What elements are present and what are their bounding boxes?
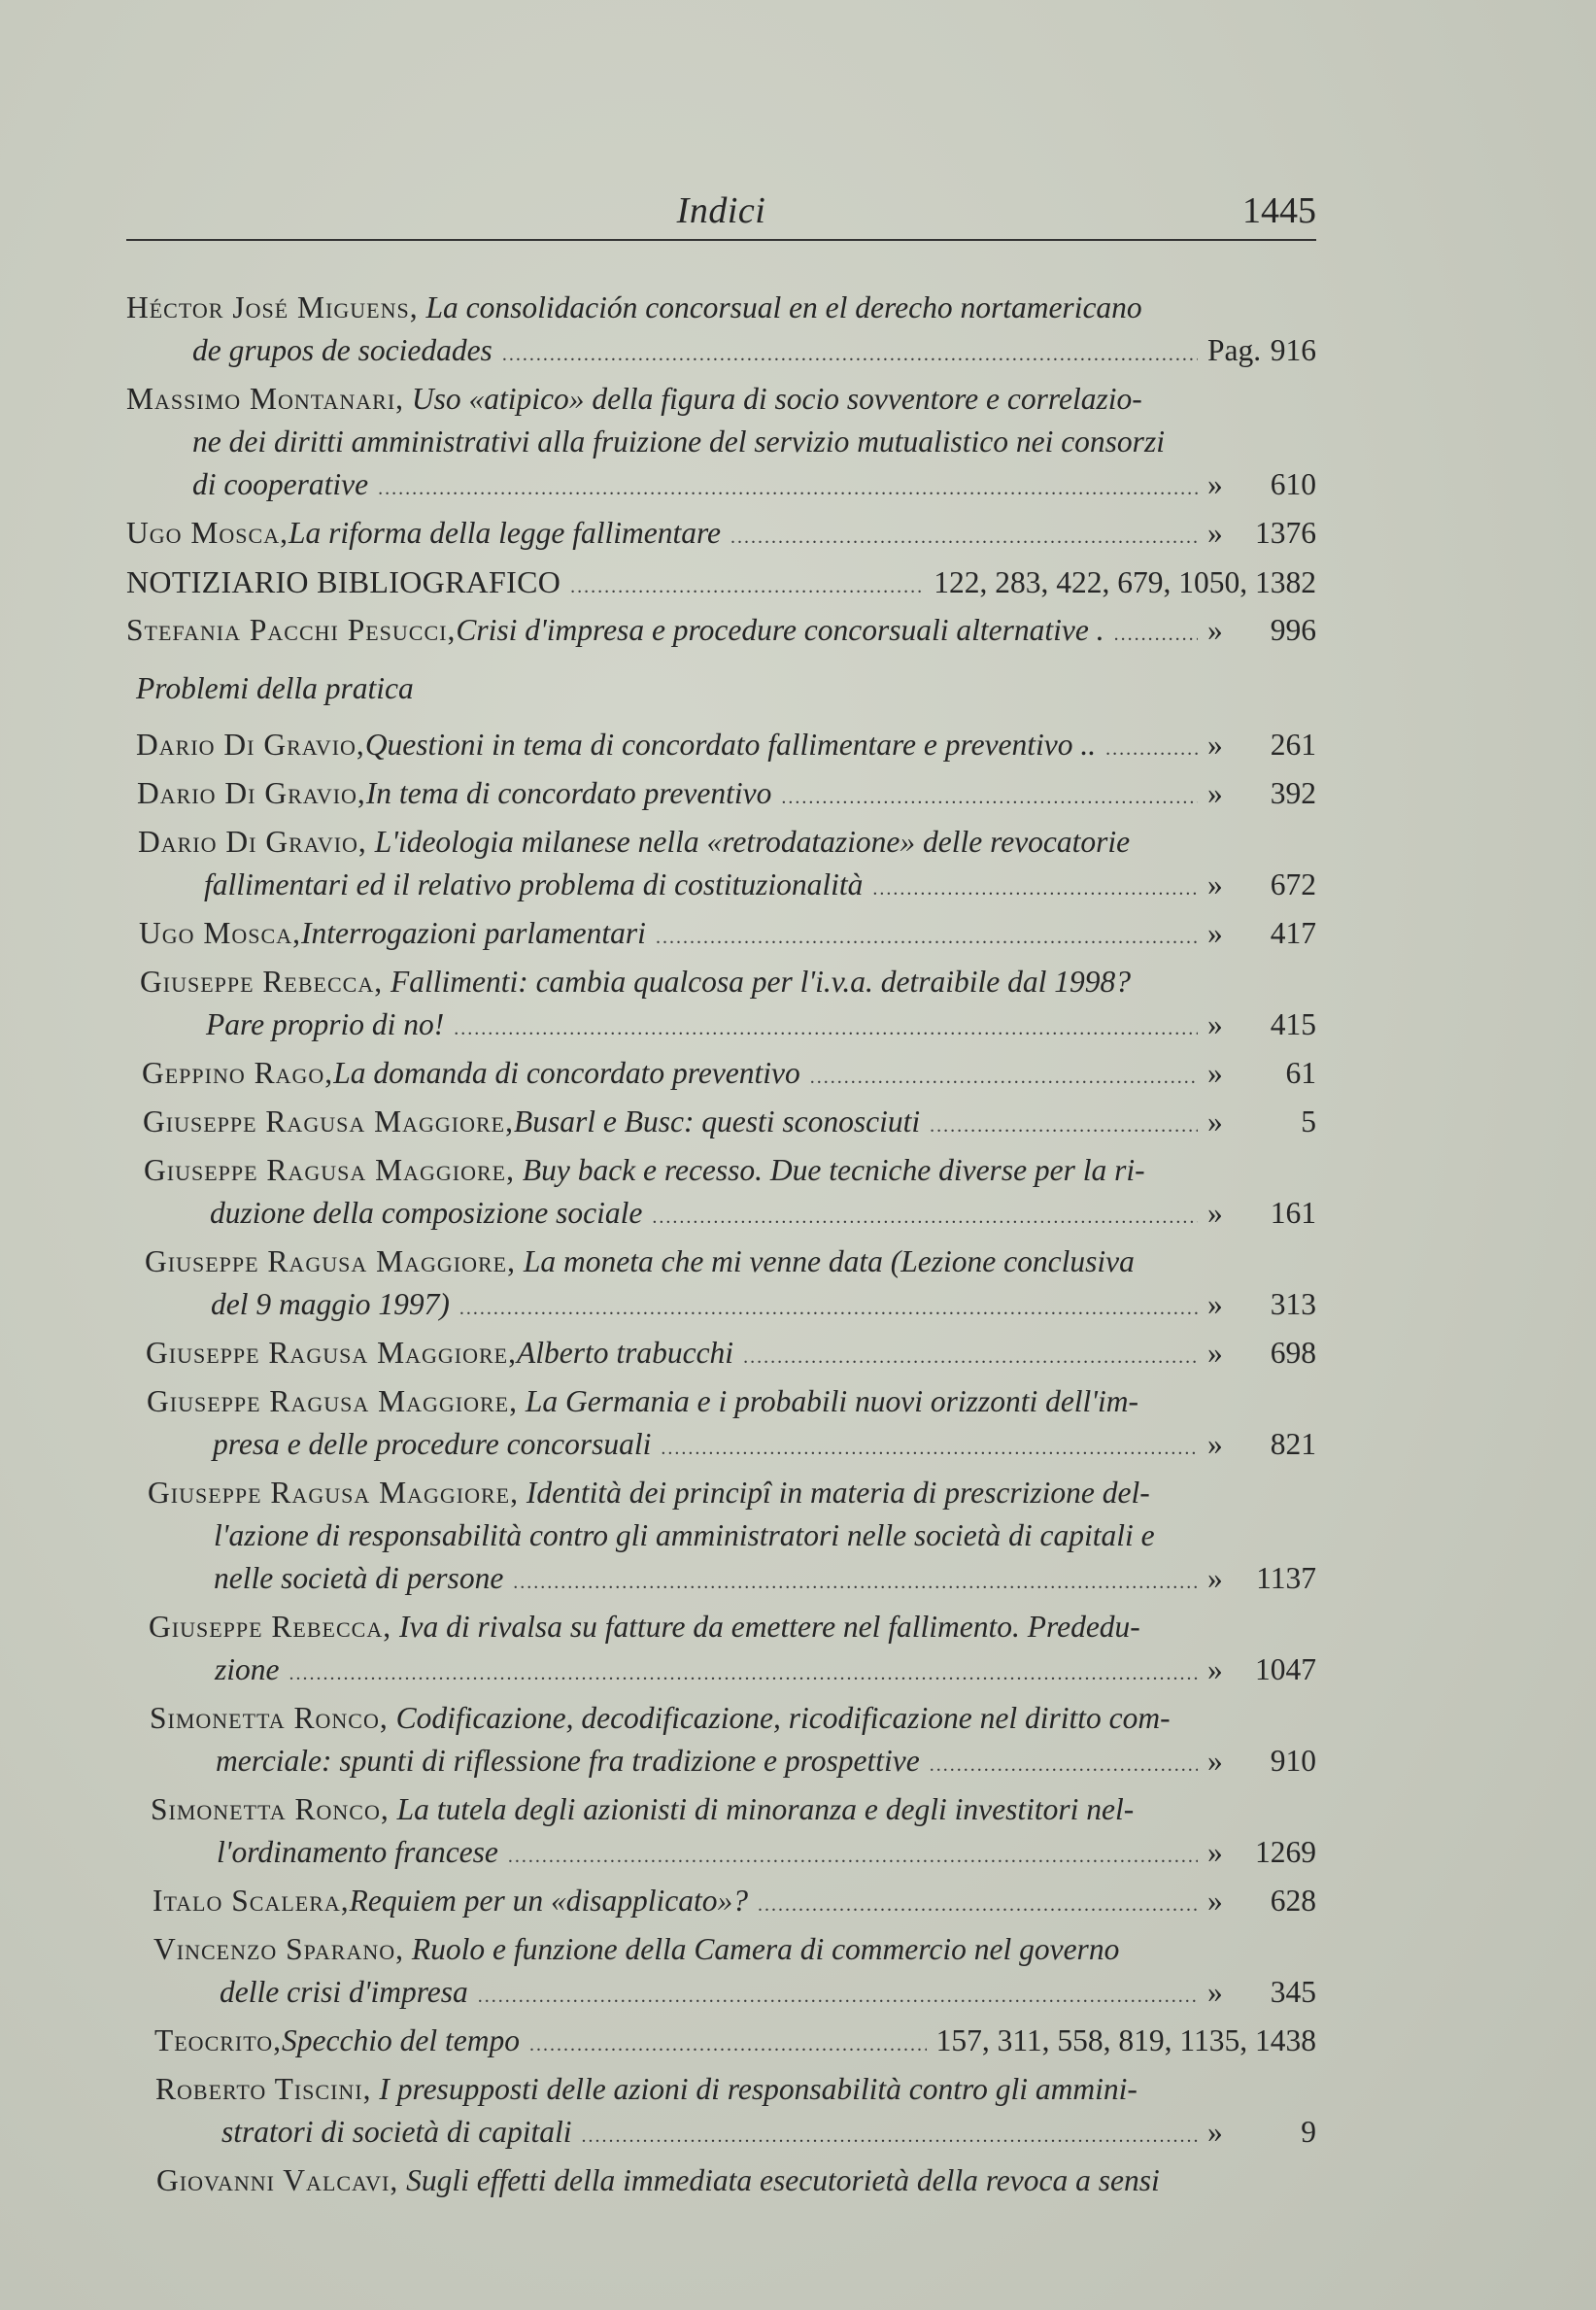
entry-title-line: zione — [215, 1652, 280, 1686]
page-numbers: 9 — [1301, 2115, 1316, 2149]
index-entry — [151, 1788, 1316, 1874]
entry-line — [138, 821, 1316, 864]
page-reference — [1207, 1101, 1316, 1143]
entry-title-line: Specchio del tempo — [282, 2023, 520, 2057]
page-numbers: 1269 — [1255, 1835, 1316, 1869]
entry-line — [126, 421, 1316, 463]
header-title: Indici — [676, 190, 766, 231]
page-numbers: 261 — [1270, 728, 1316, 762]
page-reference — [1207, 1831, 1316, 1874]
entry-line — [140, 1003, 1316, 1046]
page-mark: » — [1207, 1056, 1223, 1090]
page-reference — [1207, 1880, 1316, 1922]
entry-author: Stefania Pacchi Pesucci, — [126, 613, 457, 647]
page-reference — [1207, 1283, 1316, 1326]
entry-line — [138, 864, 1316, 906]
leader-dots — [781, 776, 1198, 819]
entry-author: Giuseppe Rebecca, — [140, 965, 384, 999]
entry-author: Giuseppe Ragusa Maggiore, — [144, 1153, 515, 1187]
entry-author: Dario Di Gravio, — [137, 776, 366, 810]
index-entry — [144, 1149, 1316, 1235]
index-entry — [139, 912, 1316, 955]
entry-line — [147, 1423, 1316, 1466]
entry-author: Giuseppe Ragusa Maggiore, — [147, 1384, 518, 1418]
entry-line — [151, 1788, 1316, 1831]
page-mark: » — [1207, 1336, 1223, 1370]
entry-title-line: Requiem per un «disapplicato»? — [349, 1884, 748, 1918]
page-reference — [1207, 1557, 1316, 1600]
entry-line — [153, 1928, 1316, 1971]
entry-author: Italo Scalera, — [153, 1884, 350, 1918]
leader-dots — [652, 1196, 1198, 1239]
page-reference — [1207, 1003, 1316, 1046]
leader-dots — [743, 1336, 1198, 1378]
page-reference — [1207, 1740, 1316, 1783]
entry-title-line: Uso «atipico» della figura di socio sovventore e correlazio- — [411, 382, 1142, 416]
page-numbers: 1137 — [1256, 1561, 1316, 1595]
page-numbers: 313 — [1270, 1287, 1316, 1321]
entry-author: Simonetta Ronco, — [150, 1701, 389, 1735]
entry-line — [145, 1283, 1316, 1326]
entry-line — [150, 1740, 1316, 1783]
page-reference — [1207, 512, 1316, 555]
index-entry — [126, 378, 1316, 506]
entry-line — [126, 609, 1316, 652]
entry-title-line: La moneta che mi venne data (Lezione conclusiva — [523, 1244, 1135, 1278]
page-mark: » — [1207, 2115, 1223, 2149]
entry-title-line: La riforma della legge fallimentare — [288, 516, 722, 550]
entry-author: Giuseppe Ragusa Maggiore, — [143, 1104, 514, 1138]
leader-dots — [508, 1835, 1198, 1878]
entry-line — [140, 961, 1316, 1003]
index-entry — [142, 1052, 1316, 1095]
leader-dots — [513, 1561, 1198, 1604]
entry-line — [126, 287, 1316, 329]
leader-dots — [1114, 613, 1198, 656]
page-reference — [1207, 1332, 1316, 1375]
index-entry — [148, 1472, 1316, 1600]
page-mark: » — [1207, 1561, 1223, 1595]
entry-line — [156, 2159, 1316, 2202]
entry-title-line: I presupposti delle azioni di responsabilità contro gli ammini- — [379, 2072, 1138, 2106]
index-entry — [156, 2159, 1316, 2202]
leader-dots — [661, 1427, 1198, 1470]
entry-author: Simonetta Ronco, — [151, 1792, 390, 1826]
page-mark: » — [1207, 1884, 1223, 1918]
page-mark: » — [1207, 1427, 1223, 1461]
entry-line — [149, 1606, 1316, 1648]
entry-title-line: de grupos de sociedades — [192, 333, 492, 367]
entry-line — [148, 1472, 1316, 1514]
entry-title-line: La domanda di concordato preventivo — [333, 1056, 800, 1090]
leader-dots — [570, 565, 924, 608]
leader-dots — [930, 1104, 1198, 1147]
page-reference — [1207, 2111, 1316, 2154]
page-reference — [1207, 1052, 1316, 1095]
entry-author: Héctor José Miguens, — [126, 290, 419, 324]
entry-line — [155, 2111, 1316, 2154]
page-numbers: 916 — [1270, 333, 1316, 367]
page-reference — [1207, 1192, 1316, 1235]
entry-author: Vincenzo Sparano, — [153, 1932, 404, 1966]
entry-title-line: stratori di società di capitali — [221, 2115, 572, 2149]
page-reference — [1207, 1971, 1316, 2014]
index-entry — [136, 724, 1316, 766]
leader-dots — [454, 1007, 1198, 1050]
entry-author: Giuseppe Ragusa Maggiore, — [148, 1476, 519, 1510]
entry-line — [137, 772, 1316, 815]
index-entry — [138, 821, 1316, 906]
entry-author: Giuseppe Ragusa Maggiore, — [146, 1336, 517, 1370]
entry-line — [126, 463, 1316, 506]
leader-dots — [810, 1056, 1198, 1099]
entry-line — [126, 561, 1316, 603]
page-numbers: 157, 311, 558, 819, 1135, 1438 — [935, 2023, 1316, 2057]
entry-line — [136, 724, 1316, 766]
page-numbers: 417 — [1270, 916, 1316, 950]
index-entry — [153, 1928, 1316, 2014]
entry-title-line: La tutela degli azionisti di minoranza e degli investitori nel- — [396, 1792, 1135, 1826]
page-numbers: 610 — [1270, 467, 1316, 501]
book-page — [126, 0, 1321, 2310]
header-rule — [126, 239, 1316, 241]
entry-author: Dario Di Gravio, — [136, 728, 365, 762]
entry-title-line: fallimentari ed il relativo problema di costituzionalità — [204, 867, 864, 901]
page-numbers: 122, 283, 422, 679, 1050, 1382 — [934, 565, 1316, 599]
leader-dots — [758, 1884, 1198, 1926]
page-mark: Pag. — [1207, 333, 1262, 367]
entry-title-line: Questioni in tema di concordato fallimentare e preventivo .. — [364, 728, 1097, 762]
entry-author: Roberto Tiscini, — [155, 2072, 372, 2106]
entry-line — [126, 512, 1316, 555]
entry-title-line: Buy back e recesso. Due tecniche diverse per la ri- — [522, 1153, 1145, 1187]
page-mark: » — [1207, 1835, 1223, 1869]
entry-author: Dario Di Gravio, — [138, 825, 367, 859]
index-entry — [140, 961, 1316, 1046]
page-mark: » — [1207, 867, 1223, 901]
entry-title-line: ne dei diritti amministrativi alla fruizione del servizio mutualistico nei consorzi — [192, 425, 1165, 459]
running-header — [126, 189, 1316, 244]
page-mark: » — [1207, 916, 1223, 950]
page-reference — [1207, 772, 1316, 815]
entry-author: Geppino Rago, — [142, 1056, 334, 1090]
page-reference — [1207, 912, 1316, 955]
entry-title-line: Ruolo e funzione della Camera di commercio nel governo — [411, 1932, 1120, 1966]
entry-line — [148, 1514, 1316, 1557]
page-reference — [936, 2020, 1316, 2062]
entry-line — [154, 2020, 1316, 2062]
entry-line — [142, 1052, 1316, 1095]
entry-line — [139, 912, 1316, 955]
page-reference — [1207, 1648, 1316, 1691]
index-entry — [126, 609, 1316, 652]
index-entry — [154, 2020, 1316, 2062]
page-numbers: 996 — [1270, 613, 1316, 647]
page-reference — [1207, 724, 1316, 766]
entry-line — [150, 1697, 1316, 1740]
entry-title-line: di cooperative — [192, 467, 369, 501]
page-numbers: 672 — [1270, 867, 1316, 901]
page-numbers: 821 — [1270, 1427, 1316, 1461]
page-numbers: 61 — [1285, 1056, 1316, 1090]
leader-dots — [459, 1287, 1198, 1330]
leader-dots — [730, 516, 1198, 559]
page-mark: » — [1207, 613, 1223, 647]
page-numbers: 392 — [1270, 776, 1316, 810]
page-reference — [934, 561, 1316, 604]
entry-title-line: Codificazione, decodificazione, ricodificazione nel diritto com- — [395, 1701, 1171, 1735]
entry-title-line: In tema di concordato preventivo — [365, 776, 772, 810]
index-entry — [153, 1880, 1316, 1922]
entry-line — [144, 1149, 1316, 1192]
entry-title-line: La Germania e i probabili nuovi orizzonti dell'im- — [525, 1384, 1139, 1418]
entry-line — [146, 1332, 1316, 1375]
page-numbers: 161 — [1270, 1196, 1316, 1230]
entry-title-line: Sugli effetti della immediata esecutorietà della revoca a sensi — [406, 2163, 1160, 2197]
entry-author: Giuseppe Ragusa Maggiore, — [145, 1244, 516, 1278]
entry-title-line: L'ideologia milanese nella «retrodatazione» delle revocatorie — [374, 825, 1131, 859]
page-mark: » — [1207, 516, 1223, 550]
entry-title-line: Alberto trabucchi — [516, 1336, 734, 1370]
leader-dots — [582, 2115, 1199, 2157]
entry-title-line: del 9 maggio 1997) — [211, 1287, 450, 1321]
index-entry — [143, 1101, 1316, 1143]
leader-dots — [656, 916, 1198, 959]
entry-title-line: merciale: spunti di riflessione fra tradizione e prospettive — [216, 1744, 920, 1778]
page-mark: » — [1207, 467, 1223, 501]
page-reference — [1207, 329, 1316, 372]
page-numbers: 698 — [1270, 1336, 1316, 1370]
index-entry — [150, 1697, 1316, 1783]
entry-line — [144, 1192, 1316, 1235]
index-entry — [145, 1240, 1316, 1326]
entry-line — [126, 329, 1316, 372]
index-entry — [146, 1332, 1316, 1375]
entry-author: Massimo Montanari, — [126, 382, 405, 416]
entry-title-line: l'azione di responsabilità contro gli amministratori nelle società di capitali e — [214, 1518, 1155, 1552]
entry-title-line: delle crisi d'impresa — [220, 1975, 468, 2009]
page-reference — [1207, 864, 1316, 906]
section-label: Problemi della pratica — [136, 671, 414, 705]
entry-title-line: Iva di rivalsa su fatture da emettere nel fallimento. Prededu- — [398, 1610, 1140, 1644]
entry-line — [155, 2068, 1316, 2111]
page-reference — [1207, 1423, 1316, 1466]
leader-dots — [1105, 728, 1198, 770]
entry-title-line: nelle società di persone — [214, 1561, 504, 1595]
leader-dots — [478, 1975, 1198, 2018]
leader-dots — [378, 467, 1198, 510]
page-mark: » — [1207, 1007, 1223, 1041]
entry-line — [126, 378, 1316, 421]
entry-title-line: Pare proprio di no! — [206, 1007, 445, 1041]
entry-title-line: Crisi d'impresa e procedure concorsuali alternative . — [456, 613, 1104, 647]
page-mark: » — [1207, 1652, 1223, 1686]
entry-title-line: Busarl e Busc: questi sconosciuti — [513, 1104, 921, 1138]
leader-dots — [529, 2023, 927, 2066]
page-numbers: 5 — [1301, 1104, 1316, 1138]
entry-line — [151, 1831, 1316, 1874]
entry-title-line: l'ordinamento francese — [217, 1835, 498, 1869]
page-number: 1445 — [1242, 190, 1316, 231]
leader-dots — [930, 1744, 1198, 1786]
index-entry — [126, 287, 1316, 372]
page-reference — [1207, 463, 1316, 506]
index-entry — [149, 1606, 1316, 1691]
leader-dots — [289, 1652, 1199, 1695]
page-mark: » — [1207, 728, 1223, 762]
leader-dots — [872, 867, 1198, 910]
page-mark: » — [1207, 776, 1223, 810]
index-entry — [147, 1380, 1316, 1466]
index-entry — [137, 772, 1316, 815]
entry-title-line: duzione della composizione sociale — [210, 1196, 643, 1230]
entry-line — [143, 1101, 1316, 1143]
entry-heading: NOTIZIARIO BIBLIOGRAFICO — [126, 564, 561, 599]
entry-author: Giovanni Valcavi, — [156, 2163, 399, 2197]
page-numbers: 415 — [1270, 1007, 1316, 1041]
index-entry — [126, 512, 1316, 555]
leader-dots — [502, 333, 1198, 376]
entry-line — [153, 1971, 1316, 2014]
entry-line — [153, 1880, 1316, 1922]
entry-line — [147, 1380, 1316, 1423]
page-numbers: 628 — [1270, 1884, 1316, 1918]
page-reference — [1207, 609, 1316, 652]
entry-title-line: Identità dei principî in materia di prescrizione del- — [526, 1476, 1150, 1510]
entry-title-line: La consolidación concorsual en el derecho nortamericano — [425, 290, 1142, 324]
entry-line — [145, 1240, 1316, 1283]
page-numbers: 1376 — [1255, 516, 1316, 550]
page-mark: » — [1207, 1744, 1223, 1778]
page-numbers: 345 — [1270, 1975, 1316, 2009]
entry-author: Ugo Mosca, — [139, 916, 301, 950]
entry-title-line: Fallimenti: cambia qualcosa per l'i.v.a. detraibile dal 1998? — [390, 965, 1132, 999]
page-mark: » — [1207, 1975, 1223, 2009]
page-mark: » — [1207, 1196, 1223, 1230]
entry-title-line: Interrogazioni parlamentari — [300, 916, 646, 950]
entry-line — [148, 1557, 1316, 1600]
index-entry — [126, 561, 1316, 603]
entry-author: Giuseppe Rebecca, — [149, 1610, 392, 1644]
page-mark: » — [1207, 1104, 1223, 1138]
entry-line — [149, 1648, 1316, 1691]
page-numbers: 1047 — [1255, 1652, 1316, 1686]
entry-author: Teocrito, — [154, 2023, 283, 2057]
page-mark: » — [1207, 1287, 1223, 1321]
entry-title-line: presa e delle procedure concorsuali — [213, 1427, 652, 1461]
index-entry — [155, 2068, 1316, 2154]
page-numbers: 910 — [1270, 1744, 1316, 1778]
entry-author: Ugo Mosca, — [126, 516, 289, 550]
